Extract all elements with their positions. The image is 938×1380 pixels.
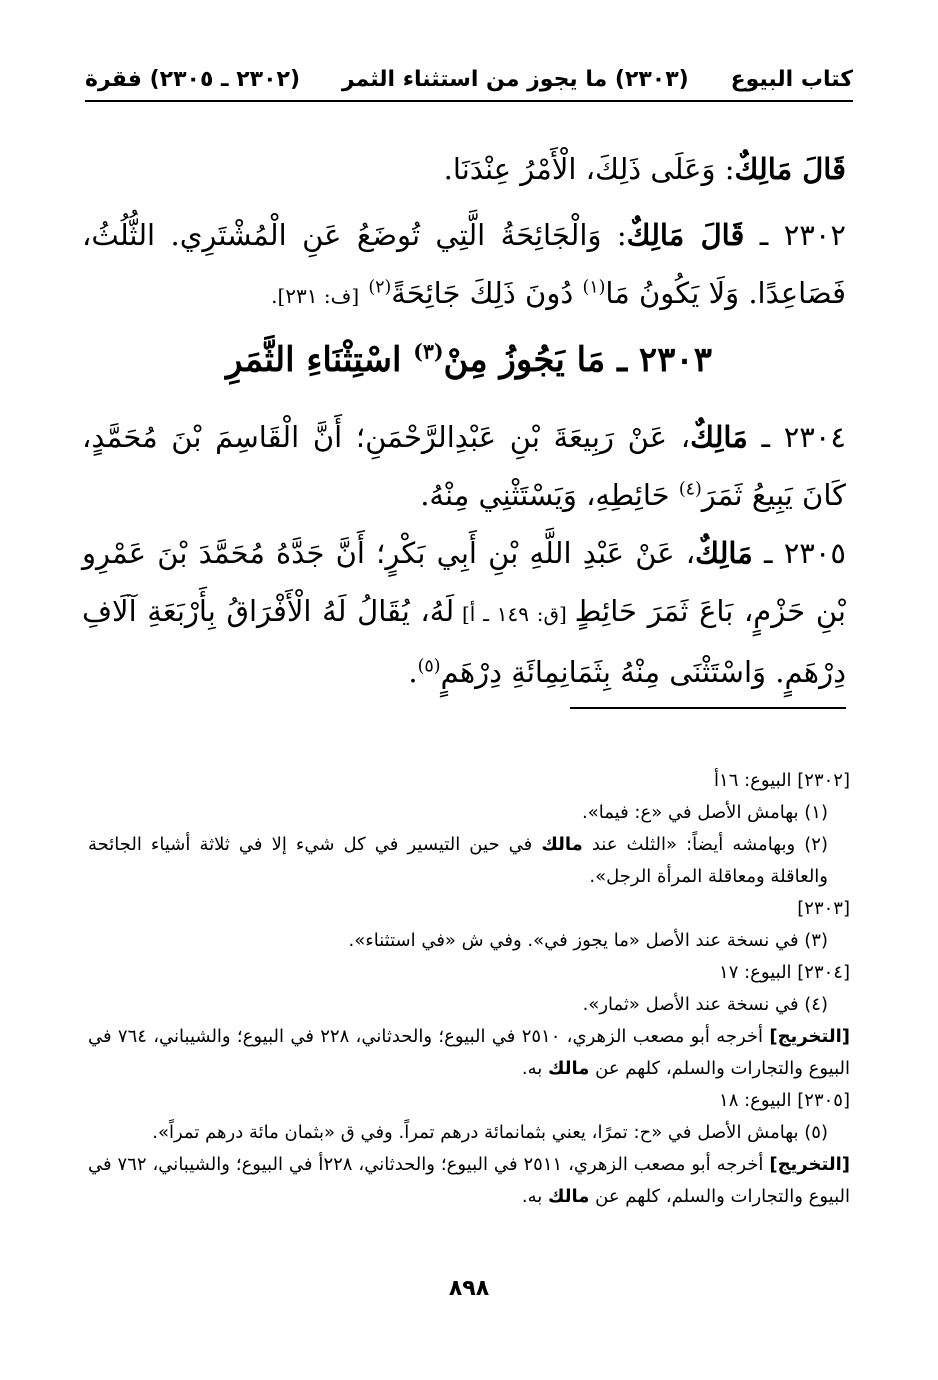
paragraph-number: ٢٣٠٥ ـ (764, 536, 847, 570)
footnote-2 (88, 829, 850, 893)
header-book-title: كتاب البيوع (730, 66, 853, 92)
takhrij-malik: مالك (547, 1186, 590, 1207)
footnote-3: (٣) في نسخة عند الأصل «ما يجوز في». وفي ش «في استثناء». (348, 930, 828, 951)
paragraph-text: دُونَ ذَلِكَ جَائِحَةً (391, 276, 583, 310)
takhrij-text: أخرجه أبو مصعب الزهري، ٢٥١٠ في البيوع؛ والحدثاني، ٢٢٨ في البيوع؛ والشيباني، ٧٦٤ في البيوع والتجارات والسلم، كلهم عن (88, 1026, 850, 1079)
footnote-divider (570, 707, 846, 709)
footnote-marker[interactable]: (٥) (417, 656, 441, 677)
footnote-group-head: [٢٣٠٤] البيوع: ١٧ (719, 962, 850, 983)
heading-number: ٢٣٠٣ ـ (617, 340, 712, 380)
paragraph-text: ، عَنْ عَبْدِ اللَّهِ بْنِ أَبِي بَكْرٍ؛ أَنَّ جَدَّهُ مُحَمَّدَ بْنَ عَمْرِو بْنِ حَزْمٍ، بَاعَ ثَمَرَ حَائِطٍ (82, 536, 846, 628)
footnote-marker[interactable]: (٢) (368, 277, 392, 298)
takhrij-label: [التخريج] (769, 1026, 850, 1047)
speaker-name: قَالَ مَالِكٌ (734, 152, 846, 186)
heading-text: اسْتِثْنَاءِ الثَّمَرِ (226, 340, 414, 380)
paragraph-text: لَهُ، يُقَالُ لَهُ الْأَفْرَاقُ بِأَرْبَعَةِ آلَافِ دِرْهَمٍ. وَاسْتَثْنَى مِنْهُ بِثَمَانِمِائَةِ دِرْهَمٍ (82, 594, 846, 689)
paragraph-number: ٢٣٠٤ ـ (761, 420, 846, 454)
footnote-4: (٤) في نسخة عند الأصل «ثمار». (582, 994, 828, 1015)
footnote-group-head: [٢٣٠٢] البيوع: ١٦أ (714, 770, 850, 791)
footnote-malik: مالك (541, 834, 583, 855)
footnote-text: (٢) وبهامشه أيضاً: «الثلث عند (591, 834, 828, 855)
takhrij-malik: مالك (547, 1058, 590, 1079)
paragraph-text: ، عَنْ رَبِيعَةَ بْنِ عَبْدِالرَّحْمَنِ؛ أَنَّ الْقَاسِمَ بْنَ مُحَمَّدٍ، كَانَ يَبِيعُ ثَمَرَ (82, 420, 846, 512)
takhrij-text: أخرجه أبو مصعب الزهري، ٢٥١١ في البيوع؛ والحدثاني، ٢٢٨أ في البيوع؛ والشيباني، ٧٦٢ في البيوع والتجارات والسلم، كلهم عن (88, 1154, 850, 1207)
footnote-marker[interactable]: (٤) (678, 479, 702, 500)
footnote-marker[interactable]: (٣) (413, 339, 444, 364)
speaker-name: مَالِكٌ (695, 536, 753, 570)
footnote-group-head: [٢٣٠٥] البيوع: ١٨ (719, 1090, 850, 1111)
paragraph-2302 (82, 206, 846, 325)
speaker-name: قَالَ مَالِكٌ (626, 218, 745, 252)
paragraph-text: حَائِطِهِ، وَيَسْتَثْنِي مِنْهُ. (420, 478, 679, 512)
takhrij-2304 (88, 1021, 850, 1085)
footnote-marker[interactable]: (١) (582, 277, 606, 298)
footnote-text: في حين التيسير في كل شيء إلا في ثلاثة أشياء الجائحة والعاقلة ومعاقلة المرأة الرجل». (88, 834, 828, 887)
paragraph-2305 (82, 524, 846, 701)
manuscript-reference: [ف: ٢٣١]. (271, 284, 360, 308)
takhrij-end: به. (521, 1186, 548, 1207)
paragraph-end: . (408, 655, 418, 689)
paragraph-text: : وَالْجَائِحَةُ الَّتِي تُوضَعُ عَنِ الْمُشْتَرِي. الثُّلُثُ، فَصَاعِدًا. وَلَا يَكُونُ مَا (82, 218, 846, 310)
manuscript-reference: [ق: ١٤٩ ـ أ] (454, 602, 575, 626)
footnote-5: (٥) بهامش الأصل في «ح: تمرًا، يعني بثمانمائة درهم تمراً. وفي ق «بثمان مائة درهم تمراً». (152, 1122, 828, 1143)
takhrij-2305 (88, 1149, 850, 1213)
header-paragraph-range: (٢٣٠٢ ـ ٢٣٠٥) فقرة (85, 66, 300, 92)
footnotes-section (88, 765, 850, 1213)
takhrij-end: به. (521, 1058, 548, 1079)
takhrij-label: [التخريج] (769, 1154, 850, 1175)
running-header (85, 62, 853, 96)
speaker-name: مَالِكٌ (690, 420, 748, 454)
chapter-heading-2303 (82, 340, 856, 380)
paragraph-2304 (82, 408, 846, 524)
footnote-group-head: [٢٣٠٣] (797, 898, 850, 919)
header-chapter-title: (٢٣٠٣) ما يجوز من استثناء الثمر (341, 66, 689, 92)
page-number: ٨٩٨ (448, 1276, 490, 1301)
footnote-1: (١) بهامش الأصل في «ع: فيما». (582, 802, 828, 823)
paragraph-malik-statement (82, 140, 846, 198)
paragraph-text: : وَعَلَى ذَلِكَ، الْأَمْرُ عِنْدَنَا. (443, 152, 735, 186)
header-divider (85, 100, 853, 102)
heading-text: مَا يَجُوزُ مِنْ (443, 340, 606, 380)
paragraph-number: ٢٣٠٢ ـ (759, 218, 847, 252)
